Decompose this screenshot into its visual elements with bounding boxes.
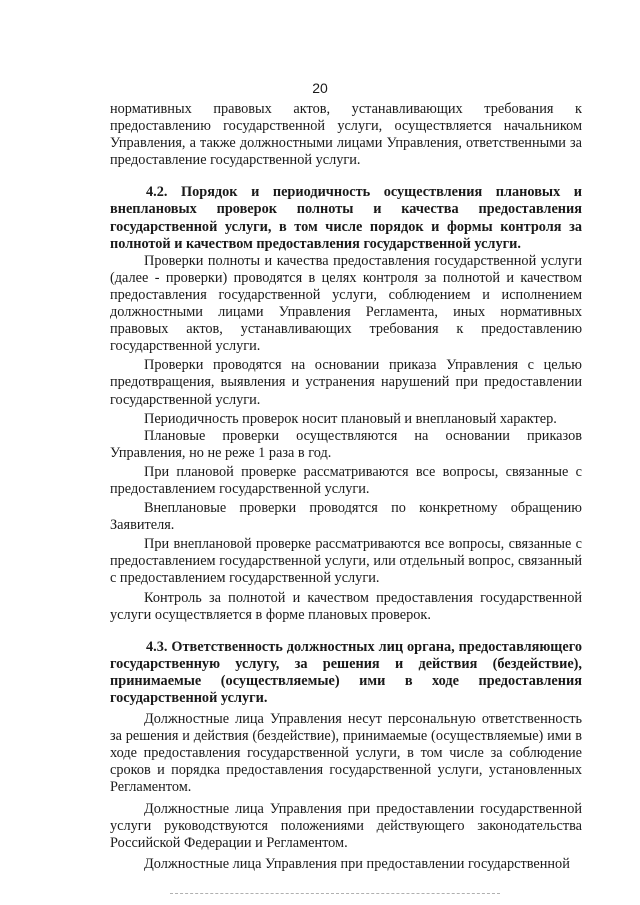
paragraph: Должностные лица Управления при предоставлении государственной: [144, 855, 570, 872]
paragraph: Периодичность проверок носит плановый и внеплановый характер.: [144, 410, 557, 427]
document-body: [110, 101, 582, 873]
paragraph: Плановые проверки осуществляются на основании приказов Управления, но не реже 1 раза в год.: [110, 427, 582, 461]
paragraph: нормативных правовых актов, устанавливающих требования к предоставлению государственной услуги, осуществляется начальником Управления, а также должностными лицами Управления, ответственными за предоставление государственной услуги.: [110, 101, 582, 169]
page-number: 20: [312, 80, 328, 96]
paragraph: Должностные лица Управления несут персональную ответственность за решения и действия (бездействие), принимаемые (осуществляемые) ими в ходе предоставления государственной услуги, в том числе за соблюдение сроков и порядка предоставления государственной услуги, установленных Регламентом.: [110, 711, 582, 796]
paragraph: Контроль за полнотой и качеством предоставления государственной услуги осуществляется в форме плановых проверок.: [110, 589, 582, 623]
scan-artifact-line: [170, 893, 500, 895]
paragraph: Внеплановые проверки проводятся по конкретному обращению Заявителя.: [110, 500, 582, 534]
paragraph: Должностные лица Управления при предоставлении государственной услуги руководствуются положениями действующего законодательства Российской Федерации и Регламентом.: [110, 800, 582, 851]
section-heading-4-3: 4.3. Ответственность должностных лиц органа, предоставляющего государственную услугу, за решения и действия (бездействие), принимаемые (осуществляемые) ими в ходе предоставления государственной услуги.: [110, 638, 582, 706]
section-heading-4-2: 4.2. Порядок и периодичность осуществления плановых и внеплановых проверок полноты и качества предоставления государственной услуги, в том числе порядок и формы контроля за полнотой и качеством предоставления государственной услуги.: [110, 184, 582, 252]
paragraph: Проверки проводятся на основании приказа Управления с целью предотвращения, выявления и устранения нарушений при предоставлении государственной услуги.: [110, 357, 582, 408]
paragraph: При внеплановой проверке рассматриваются все вопросы, связанные с предоставлением государственной услуги, или отдельный вопрос, связанный с предоставлением государственной услуги.: [110, 536, 582, 587]
paragraph: Проверки полноты и качества предоставления государственной услуги (далее - проверки) проводятся в целях контроля за полнотой и качеством предоставления государственной услуги, соблюдением и исполнением должностными лицами Управления Регламента, иных нормативных правовых актов, устанавливающих требования к предоставлению государственной услуги.: [110, 252, 582, 355]
paragraph: При плановой проверке рассматриваются все вопросы, связанные с предоставлением государственной услуги.: [110, 463, 582, 497]
